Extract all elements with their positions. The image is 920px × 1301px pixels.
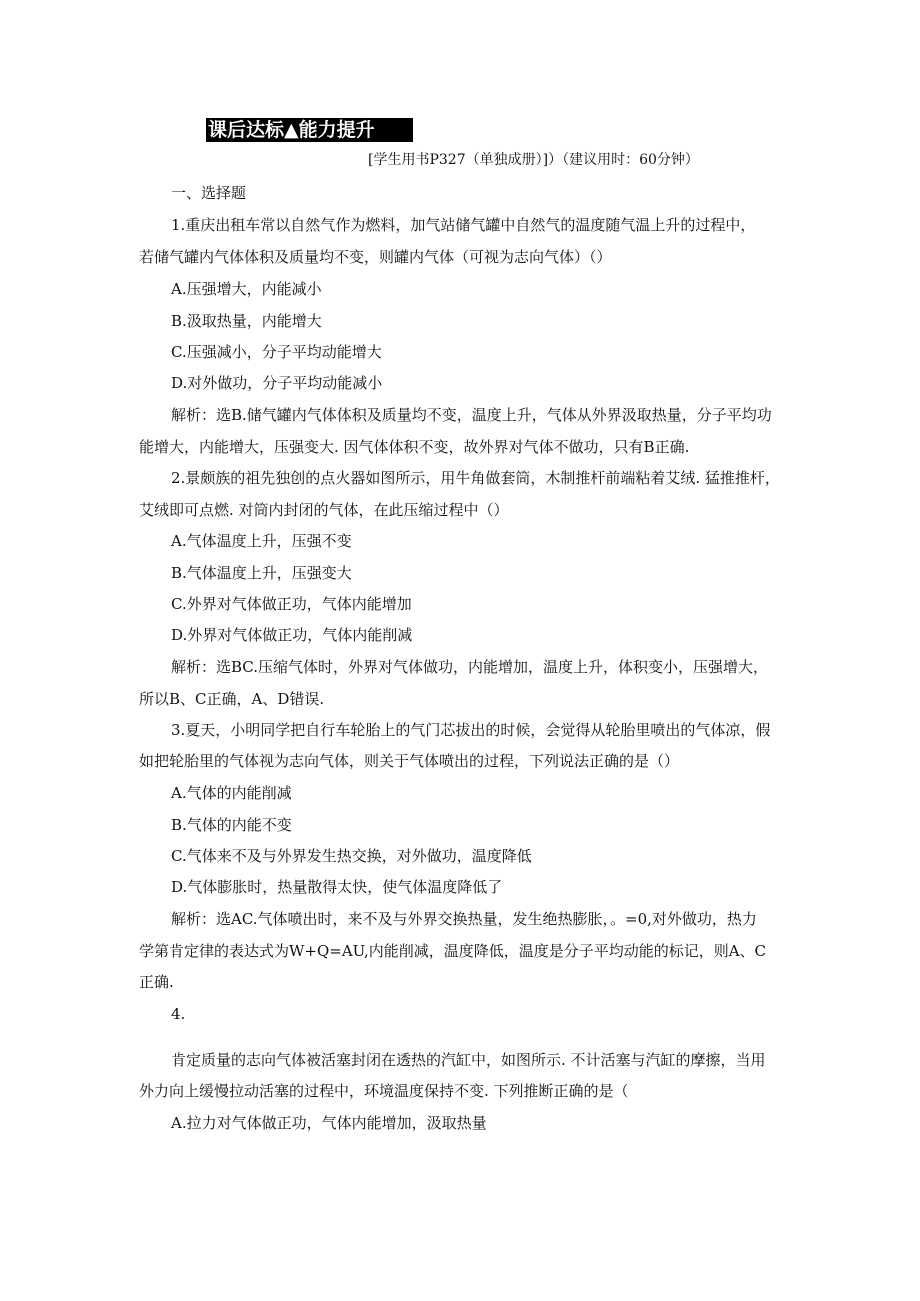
question-1-analysis-line-2: 能增大，内能增大，压强变大. 因气体体积不变，故外界对气体不做功，只有B正确. (139, 438, 690, 456)
question-1-option-d: D.对外做功，分子平均动能减小 (171, 374, 383, 392)
question-2-option-d: D.外界对气体做正功，气体内能削减 (171, 626, 413, 644)
question-2-analysis-line-1: 解析：选BC.压缩气体时，外界对气体做功，内能增加，温度上升，体积变小，压强增大， (171, 658, 769, 676)
question-1-option-b: B.汲取热量，内能增大 (171, 312, 322, 330)
question-3-option-a: A.气体的内能削减 (171, 784, 292, 802)
question-3-option-d: D.气体膨胀时，热量散得太快，使气体温度降低了 (171, 878, 503, 896)
question-2-analysis-line-2: 所以B、C正确，A、D错误. (139, 690, 325, 708)
question-3-analysis-line-3: 正确. (139, 973, 174, 991)
section-title: 一、选择题 (171, 184, 247, 202)
question-3-option-b: B.气体的内能不变 (171, 816, 292, 834)
question-1-line-2: 若储气罐内气体体积及质量均不变，则罐内气体（可视为志向气体）（） (139, 248, 612, 266)
question-4-line-1: 肯定质量的志向气体被活塞封闭在透热的汽缸中，如图所示. 不计活塞与汽缸的摩擦，当用 (171, 1051, 766, 1069)
question-4-line-2: 外力向上缓慢拉动活塞的过程中，环境温度保持不变. 下列推断正确的是（ (139, 1082, 629, 1100)
question-2-line-2: 艾绒即可点燃. 对筒内封闭的气体，在此压缩过程中（） (139, 501, 509, 519)
textbook-reference: [学生用书P327（单独成册）]）（建议用时：60分钟） (368, 152, 699, 168)
question-3-line-1: 3.夏天，小明同学把自行车轮胎上的气门芯拔出的时候，会觉得从轮胎里喷出的气体凉，假 (171, 721, 771, 739)
question-1-option-a: A.压强增大，内能减小 (171, 280, 322, 298)
question-1-analysis-line-1: 解析：选B.储气罐内气体体积及质量均不变，温度上升，气体从外界汲取热量，分子平均功 (171, 406, 772, 424)
section-banner: 课后达标▲能力提升 (206, 118, 413, 142)
question-2-option-b: B.气体温度上升，压强变大 (171, 564, 352, 582)
question-3-analysis-line-2: 学第肯定律的表达式为W+Q=AU,内能削减，温度降低，温度是分子平均动能的标记，则A、C (139, 942, 767, 960)
question-2-option-c: C.外界对气体做正功，气体内能增加 (171, 595, 412, 613)
question-2-line-1: 2.景颇族的祖先独创的点火器如图所示，用牛角做套筒，木制推杆前端粘着艾绒. 猛推推杆， (171, 469, 780, 487)
question-4-option-a: A.拉力对气体做正功，气体内能增加，汲取热量 (171, 1114, 487, 1132)
question-1-option-c: C.压强减小，分子平均动能增大 (171, 343, 382, 361)
question-1-line-1: 1.重庆出租车常以自然气作为燃料，加气站储气罐中自然气的温度随气温上升的过程中， (171, 216, 756, 234)
question-3-line-2: 如把轮胎里的气体视为志向气体，则关于气体喷出的过程，下列说法正确的是（） (139, 752, 680, 770)
question-3-analysis-line-1: 解析：选AC.气体喷出时，来不及与外界交换热量，发生绝热膨胀，。=0,对外做功，热力 (171, 910, 757, 928)
question-4-number: 4. (171, 1005, 186, 1023)
question-2-option-a: A.气体温度上升，压强不变 (171, 532, 352, 550)
question-3-option-c: C.气体来不及与外界发生热交换，对外做功，温度降低 (171, 847, 532, 865)
